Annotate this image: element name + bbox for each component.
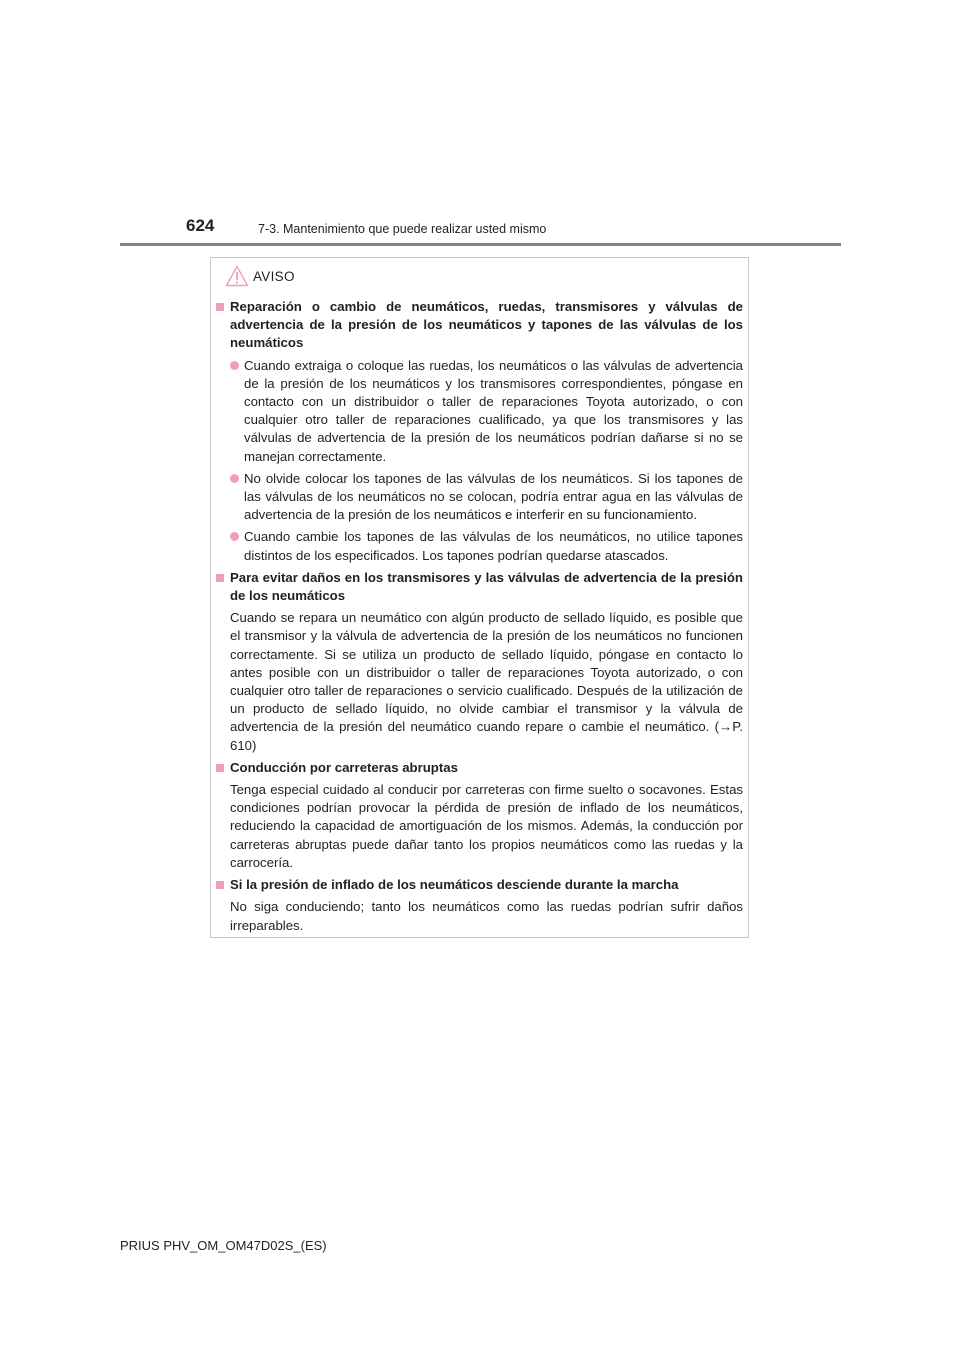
warning-section-transmitter-damage: [216, 569, 743, 755]
section-title: 7-3. Mantenimiento que puede realizar usted mismo: [258, 222, 547, 236]
square-bullet-icon: [216, 764, 224, 772]
footer-document-code: PRIUS PHV_OM_OM47D02S_(ES): [120, 1238, 327, 1253]
warning-section-tire-repair: [216, 298, 743, 565]
section-heading: Si la presión de inflado de los neumáticos desciende durante la marcha: [230, 877, 679, 893]
circle-bullet-icon: [230, 361, 239, 370]
bullet-item: [230, 470, 743, 525]
section-body: Cuando se repara un neumático con algún producto de sellado líquido, es posible que el transmisor y la válvula de advertencia de la presión de los neumáticos no funcionen correctamente. Si se utiliza un producto de sellado líquido, póngase en contacto lo antes posible con un distribuidor o taller de reparaciones Toyota autorizado, o con cualquier otro taller de reparaciones o servicio cualificado. Después de la utilización de un producto de sellado líquido, no olvide cambiar el transmisor y la válvula de advertencia de la presión del neumático cuando repare o cambie el neumático. (→P. 610): [230, 610, 743, 753]
bullet-text: Cuando cambie los tapones de las válvulas de los neumáticos, no utilice tapones distintos de los especificados. Los tapones podrían quedarse atascados.: [244, 529, 743, 563]
warning-section-pressure-drop: [216, 876, 743, 935]
square-bullet-icon: [216, 881, 224, 889]
circle-bullet-icon: [230, 532, 239, 541]
warning-content: [216, 298, 743, 939]
warning-box: [210, 257, 749, 938]
section-heading: Para evitar daños en los transmisores y las válvulas de advertencia de la presión de los neumáticos: [230, 569, 743, 604]
page-number: 624: [186, 216, 215, 235]
section-heading: Reparación o cambio de neumáticos, ruedas, transmisores y válvulas de advertencia de la presión de los neumáticos y tapones de las válvulas de los neumáticos: [230, 299, 743, 351]
bullet-item: [230, 528, 743, 564]
section-heading: Conducción por carreteras abruptas: [230, 759, 458, 775]
bullet-item: [230, 357, 743, 466]
circle-bullet-icon: [230, 474, 239, 483]
section-body: Tenga especial cuidado al conducir por carreteras con firme suelto o socavones. Estas condiciones podrían provocar la pérdida de presión de inflado de los neumáticos, reduciendo la capacidad de amortiguación de los mismos. Además, la conducción por carreteras abruptas puede dañar tanto los propios neumáticos como las ruedas y la carrocería.: [230, 782, 743, 870]
square-bullet-icon: [216, 574, 224, 582]
warning-title: AVISO: [253, 268, 295, 284]
warning-section-rough-roads: [216, 759, 743, 872]
bullet-text: Cuando extraiga o coloque las ruedas, los neumáticos o las válvulas de advertencia de la presión de los neumáticos y los transmisores correspondientes, póngase en contacto con un distribuidor o taller de reparaciones Toyota autorizado, o con cualquier otro taller de reparaciones cualificado, ya que los transmisores y las válvulas de advertencia de la presión de los neumáticos podrían dañarse si no se manejan correctamente.: [244, 357, 743, 464]
header-rule: [120, 243, 841, 246]
section-body: No siga conduciendo; tanto los neumáticos como las ruedas podrían sufrir daños irreparables.: [230, 899, 743, 933]
bullet-text: No olvide colocar los tapones de las válvulas de los neumáticos. Si los tapones de las válvulas de los neumáticos no se colocan, podría entrar agua en las válvulas de advertencia de la presión de los neumáticos e interferir en su funcionamiento.: [244, 470, 743, 523]
square-bullet-icon: [216, 303, 224, 311]
warning-triangle-icon: [225, 265, 249, 287]
bullet-list: [230, 357, 743, 565]
warning-header: [225, 263, 295, 289]
